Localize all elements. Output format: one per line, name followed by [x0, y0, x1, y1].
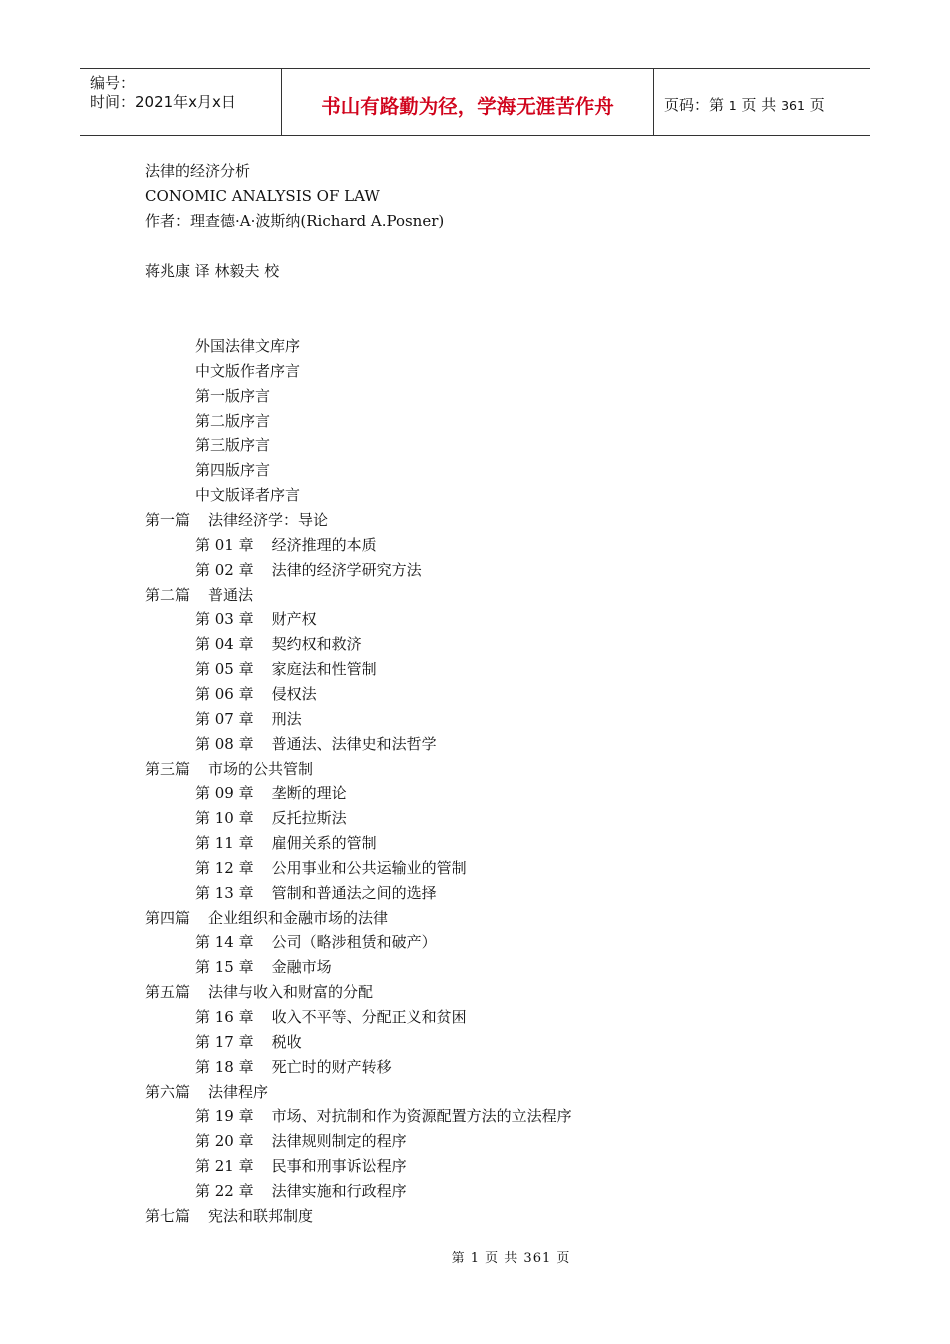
toc-number: 第 02 章	[195, 560, 254, 579]
toc-text: 法律经济学：导论	[208, 511, 329, 529]
toc-text: 契约权和救济	[271, 635, 362, 654]
toc-number: 第 15 章	[195, 958, 254, 977]
header-page-code	[664, 94, 825, 115]
toc-entry	[195, 1181, 407, 1201]
toc-text: 法律规则制定的程序	[271, 1132, 407, 1151]
toc-text: 市场的公共管制	[208, 759, 314, 778]
toc-number: 第 04 章	[195, 635, 254, 654]
toc-text: 垄断的理论	[271, 784, 347, 803]
toc-entry	[195, 659, 377, 679]
toc-entry	[195, 361, 300, 381]
toc-number: 第 11 章	[195, 834, 254, 852]
toc-number: 第四篇	[145, 908, 191, 927]
toc-number: 第 21 章	[195, 1157, 254, 1176]
toc-entry	[195, 386, 270, 406]
toc-number: 第 09 章	[195, 784, 254, 803]
toc-number: 第 05 章	[195, 660, 254, 678]
toc-text: 普通法、法律史和法哲学	[271, 734, 437, 753]
toc-entry	[195, 460, 270, 480]
page-total: 361	[781, 98, 805, 113]
toc-text: 中文版译者序言	[195, 486, 301, 505]
toc-entry	[195, 858, 467, 878]
header-middle-cell	[282, 69, 654, 135]
toc-text: 财产权	[271, 610, 317, 629]
toc-entry	[195, 1156, 407, 1176]
toc-number: 第 12 章	[195, 858, 254, 877]
toc-entry	[195, 808, 347, 828]
toc-part	[145, 908, 388, 928]
toc-entry	[195, 783, 347, 803]
page-prefix: 页码：第	[664, 96, 725, 114]
toc-number: 第 14 章	[195, 933, 254, 952]
toc-number: 第 18 章	[195, 1057, 254, 1076]
toc-entry	[195, 411, 270, 431]
toc-text: 法律程序	[208, 1082, 269, 1101]
toc-entry	[195, 336, 300, 356]
toc-entry	[195, 684, 317, 704]
toc-text: 法律与收入和财富的分配	[208, 983, 374, 1002]
toc-text: 侵权法	[271, 684, 317, 703]
toc-entry	[195, 535, 377, 555]
toc-part	[145, 982, 373, 1002]
toc-number: 第二篇	[145, 585, 191, 604]
page-header	[80, 68, 870, 136]
toc-text: 市场、对抗制和作为资源配置方法的立法程序	[271, 1107, 572, 1126]
toc-entry	[195, 957, 332, 977]
toc-text: 普通法	[208, 585, 254, 604]
doc-author: 作者：理查德·A·波斯纳(Richard A.Posner)	[145, 212, 445, 230]
toc-text: 反托拉斯法	[271, 809, 347, 828]
toc-entry	[195, 1106, 572, 1126]
toc-number: 第一篇	[145, 511, 191, 529]
toc-number: 第 08 章	[195, 734, 254, 753]
toc-text: 中文版作者序言	[195, 361, 301, 380]
toc-entry	[195, 609, 317, 629]
toc-text: 公司（略涉租赁和破产）	[271, 933, 437, 952]
toc-text: 第四版序言	[195, 461, 271, 480]
toc-text: 民事和刑事诉讼程序	[271, 1157, 407, 1176]
toc-text: 企业组织和金融市场的法律	[208, 908, 389, 927]
toc-entry	[195, 734, 437, 754]
doc-title-english: CONOMIC ANALYSIS OF LAW	[145, 187, 380, 205]
toc-entry	[195, 485, 300, 505]
page-current: 1	[728, 98, 737, 113]
doc-translator: 蒋兆康 译 林毅夫 校	[145, 262, 280, 280]
toc-number: 第六篇	[145, 1082, 191, 1101]
toc-text: 宪法和联邦制度	[208, 1206, 314, 1225]
header-motto: 书山有路勤为径，学海无涯苦作舟	[321, 95, 614, 118]
toc-number: 第 19 章	[195, 1107, 254, 1126]
toc-entry	[195, 1131, 407, 1151]
toc-number: 第 06 章	[195, 684, 254, 703]
toc-number: 第五篇	[145, 983, 191, 1002]
toc-text: 金融市场	[271, 958, 332, 977]
toc-number: 第三篇	[145, 759, 191, 778]
page-mid: 页 共	[741, 96, 777, 114]
toc-text: 第一版序言	[195, 386, 271, 405]
toc-text: 外国法律文库序	[195, 337, 301, 355]
time-label: 时间：2021年x月x日	[90, 93, 236, 111]
toc-entry	[195, 1032, 302, 1052]
serial-label: 编号：	[90, 74, 136, 92]
toc-number: 第 20 章	[195, 1132, 254, 1151]
toc-number: 第 10 章	[195, 809, 254, 828]
toc-text: 经济推理的本质	[271, 535, 377, 554]
toc-entry	[195, 932, 437, 952]
toc-text: 公用事业和公共运输业的管制	[271, 858, 467, 877]
header-right-cell	[654, 69, 870, 135]
toc-number: 第 03 章	[195, 610, 254, 629]
toc-text: 收入不平等、分配正义和贫困	[271, 1008, 467, 1026]
toc-entry	[195, 883, 437, 903]
toc-text: 税收	[271, 1032, 302, 1051]
toc-part	[145, 585, 253, 605]
toc-text: 管制和普通法之间的选择	[271, 883, 437, 902]
toc-text: 家庭法和性管制	[271, 660, 377, 678]
toc-text: 法律实施和行政程序	[271, 1181, 407, 1200]
toc-text: 法律的经济学研究方法	[271, 560, 422, 579]
toc-part	[145, 1082, 268, 1102]
toc-entry	[195, 560, 422, 580]
page-footer: 第 1 页 共 361 页	[451, 1251, 571, 1266]
toc-number: 第 16 章	[195, 1008, 254, 1026]
toc-number: 第 17 章	[195, 1032, 254, 1051]
toc-entry	[195, 709, 302, 729]
toc-entry	[195, 1007, 467, 1027]
toc-text: 死亡时的财产转移	[271, 1057, 392, 1076]
toc-entry	[195, 1057, 392, 1077]
toc-text: 雇佣关系的管制	[271, 834, 377, 852]
toc-entry	[195, 634, 362, 654]
toc-number: 第 22 章	[195, 1181, 254, 1200]
toc-number: 第 13 章	[195, 883, 254, 902]
toc-number: 第 01 章	[195, 535, 254, 554]
toc-part	[145, 759, 313, 779]
page-suffix: 页	[809, 96, 825, 114]
toc-part	[145, 1206, 313, 1226]
header-left-cell	[80, 69, 282, 135]
toc-text: 刑法	[271, 709, 302, 728]
toc-text: 第二版序言	[195, 411, 271, 430]
toc-text: 第三版序言	[195, 436, 271, 455]
doc-title: 法律的经济分析	[145, 162, 251, 180]
toc-number: 第 07 章	[195, 709, 254, 728]
toc-number: 第七篇	[145, 1206, 191, 1225]
toc-entry	[195, 833, 377, 853]
toc-entry	[195, 435, 270, 455]
toc-part	[145, 510, 328, 530]
